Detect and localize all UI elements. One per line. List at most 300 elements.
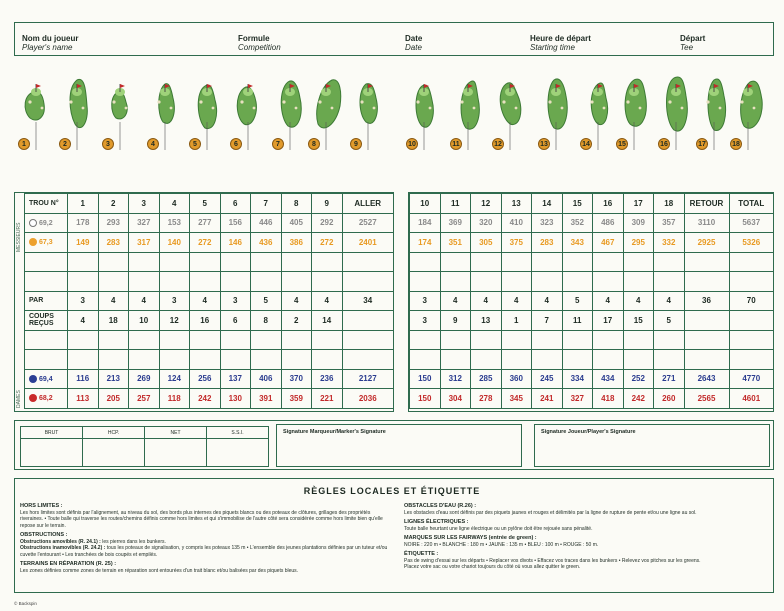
hole-map-1 xyxy=(16,62,56,180)
score-cell[interactable] xyxy=(98,252,129,272)
score-cell[interactable] xyxy=(129,350,160,370)
blank-score-row xyxy=(410,330,774,350)
score-cell[interactable] xyxy=(729,252,774,272)
hole-number: 15 xyxy=(562,194,593,214)
score-cell[interactable] xyxy=(342,252,394,272)
red-distance: 345 xyxy=(501,389,532,409)
score-cell[interactable] xyxy=(129,330,160,350)
brut-label: BRUT xyxy=(21,427,83,439)
hole-map-7 xyxy=(270,62,310,180)
red-distance: 242 xyxy=(623,389,654,409)
yellow-tee-row xyxy=(25,233,394,253)
par-value: 4 xyxy=(312,291,343,311)
hcp-value: 15 xyxy=(623,311,654,331)
par-value: 3 xyxy=(410,291,441,311)
score-cell[interactable] xyxy=(501,350,532,370)
yellow-distance: 283 xyxy=(98,233,129,253)
ground-under-repair-heading: TERRAINS EN RÉPARATION (R. 25) : xyxy=(20,561,117,567)
hole-map-16 xyxy=(656,62,696,180)
immovable-obstructions-text: tous les poteaux de signalisation, y compris les poteaux 135 m • L'ensemble des jeunes plantations définies par un tuteur et/ou cuvette l'entourant • Les tranchées de bois coupés et empilés. xyxy=(20,545,388,558)
yellow-total: 5326 xyxy=(729,233,774,253)
blank-cell[interactable] xyxy=(25,272,68,292)
obstructions-heading: OBSTRUCTIONS : xyxy=(20,532,68,538)
red-distance: 130 xyxy=(220,389,251,409)
white-distance: 369 xyxy=(440,213,471,233)
hole-map-9 xyxy=(348,62,388,180)
yellow-distance: 436 xyxy=(251,233,282,253)
hole-map-10 xyxy=(404,62,444,180)
score-cell[interactable] xyxy=(623,272,654,292)
yellow-distance: 386 xyxy=(281,233,312,253)
blue-distance: 312 xyxy=(440,369,471,389)
par-value: 4 xyxy=(654,291,685,311)
yellow-distance: 343 xyxy=(562,233,593,253)
white-tee-row xyxy=(25,213,394,233)
hcp-value: 11 xyxy=(562,311,593,331)
white-distance: 320 xyxy=(471,213,502,233)
competition-label-en: Competition xyxy=(238,43,281,52)
blank-cell[interactable] xyxy=(25,252,68,272)
marker-signature-box[interactable] xyxy=(276,424,522,467)
hole-map-14 xyxy=(578,62,618,180)
score-cell[interactable] xyxy=(251,330,282,350)
score-cell[interactable] xyxy=(593,330,624,350)
hole-number: 13 xyxy=(501,194,532,214)
score-cell[interactable] xyxy=(68,350,99,370)
score-cell[interactable] xyxy=(190,272,221,292)
score-cell[interactable] xyxy=(729,272,774,292)
score-cell[interactable] xyxy=(623,252,654,272)
hcp-value: 9 xyxy=(440,311,471,331)
score-cell[interactable] xyxy=(98,350,129,370)
hole-number: 18 xyxy=(654,194,685,214)
blue-tee-row xyxy=(25,369,394,389)
rules-title: RÈGLES LOCALES ET ÉTIQUETTE xyxy=(303,486,481,496)
ssi-label: S.S.I. xyxy=(207,427,269,439)
strokes-received-row xyxy=(25,311,394,331)
blue-tee-row xyxy=(410,369,774,389)
blue-distance: 434 xyxy=(593,369,624,389)
competition-label: Formule xyxy=(238,34,270,43)
score-cell[interactable] xyxy=(159,330,190,350)
score-cell[interactable] xyxy=(684,272,729,292)
score-cell[interactable] xyxy=(440,252,471,272)
red-distance: 418 xyxy=(593,389,624,409)
red-retour: 2565 xyxy=(684,389,729,409)
out-of-bounds-heading: HORS LIMITES : xyxy=(20,503,63,509)
red-distance: 221 xyxy=(312,389,343,409)
date-label-en: Date xyxy=(405,43,422,52)
net-value[interactable] xyxy=(145,439,207,467)
score-cell[interactable] xyxy=(312,252,343,272)
etiquette-text-1: Pas de swing d'essai sur les départs • Replacer vos divots • Effacez vos traces dans les bunkers • Relevez vos pitches sur les greens. xyxy=(404,557,701,564)
hcp-total xyxy=(729,311,774,331)
white-distance: 309 xyxy=(623,213,654,233)
score-cell[interactable] xyxy=(654,330,685,350)
score-cell[interactable] xyxy=(471,350,502,370)
score-cell[interactable] xyxy=(593,252,624,272)
hcp-value: 7 xyxy=(532,311,563,331)
blue-total: 4770 xyxy=(729,369,774,389)
hole-number: 3 xyxy=(129,194,160,214)
hole-number-badge: 3 xyxy=(102,138,114,150)
starting-time-field[interactable] xyxy=(530,34,591,52)
score-cell[interactable] xyxy=(312,350,343,370)
score-cell[interactable] xyxy=(281,350,312,370)
blank-score-row xyxy=(410,252,774,272)
white-tee-rating xyxy=(25,213,68,233)
score-cell[interactable] xyxy=(532,330,563,350)
hole-number-badge: 16 xyxy=(658,138,670,150)
score-cell[interactable] xyxy=(68,330,99,350)
hole-number: 17 xyxy=(623,194,654,214)
score-cell[interactable] xyxy=(623,350,654,370)
white-distance: 327 xyxy=(129,213,160,233)
blue-distance: 370 xyxy=(281,369,312,389)
score-cell[interactable] xyxy=(251,272,282,292)
score-cell[interactable] xyxy=(312,330,343,350)
par-value: 4 xyxy=(281,291,312,311)
par-value: 4 xyxy=(129,291,160,311)
yellow-distance: 272 xyxy=(190,233,221,253)
red-aller: 2036 xyxy=(342,389,394,409)
red-distance: 391 xyxy=(251,389,282,409)
red-distance: 359 xyxy=(281,389,312,409)
summary-header-row xyxy=(21,427,269,439)
score-cell[interactable] xyxy=(129,272,160,292)
score-cell[interactable] xyxy=(281,252,312,272)
score-cell[interactable] xyxy=(532,350,563,370)
hcp-value: 2 xyxy=(281,311,312,331)
ground-under-repair-text: Les zones définies comme zones de terrain en réparation sont entourées d'un trait blanc et/ou balisées par des piquets bleus. xyxy=(20,567,299,574)
hole-number-badge: 11 xyxy=(450,138,462,150)
score-cell[interactable] xyxy=(129,252,160,272)
score-cell[interactable] xyxy=(312,272,343,292)
score-cell[interactable] xyxy=(68,252,99,272)
hole-number-badge: 17 xyxy=(696,138,708,150)
score-cell[interactable] xyxy=(501,252,532,272)
hcp-value: 3 xyxy=(410,311,441,331)
hole-number: 11 xyxy=(440,194,471,214)
tee-field[interactable] xyxy=(680,34,705,52)
white-aller: 2527 xyxy=(342,213,394,233)
white-distance: 277 xyxy=(190,213,221,233)
hcp-value: 17 xyxy=(593,311,624,331)
white-distance: 178 xyxy=(68,213,99,233)
hole-number-badge: 5 xyxy=(189,138,201,150)
blue-distance: 150 xyxy=(410,369,441,389)
hcp-retour xyxy=(684,311,729,331)
competition-field[interactable] xyxy=(238,34,281,52)
white-tee-marker xyxy=(29,219,37,227)
blank-cell[interactable] xyxy=(25,330,68,350)
score-cell[interactable] xyxy=(190,252,221,272)
red-tee-rating xyxy=(25,389,68,409)
blue-tee-rating xyxy=(25,369,68,389)
power-lines-text: Toute balle heurtant une ligne électrique ou un pylône doit être rejouée sans pénalité. xyxy=(404,525,593,532)
score-cell[interactable] xyxy=(159,350,190,370)
blank-score-row xyxy=(410,272,774,292)
hole-number: 5 xyxy=(190,194,221,214)
aller-header: ALLER xyxy=(342,194,394,214)
front-header-row xyxy=(25,194,394,214)
par-aller: 34 xyxy=(342,291,394,311)
yellow-aller: 2401 xyxy=(342,233,394,253)
red-distance: 304 xyxy=(440,389,471,409)
ladies-tag: DAMES xyxy=(16,390,22,408)
blue-distance: 116 xyxy=(68,369,99,389)
yellow-distance: 295 xyxy=(623,233,654,253)
score-cell[interactable] xyxy=(440,330,471,350)
yellow-distance: 317 xyxy=(129,233,160,253)
score-cell[interactable] xyxy=(593,350,624,370)
par-value: 4 xyxy=(440,291,471,311)
score-cell[interactable] xyxy=(654,350,685,370)
hcp-value: 10 xyxy=(129,311,160,331)
white-retour: 3110 xyxy=(684,213,729,233)
red-distance: 205 xyxy=(98,389,129,409)
player-name-label: Nom du joueur xyxy=(22,34,79,43)
score-cell[interactable] xyxy=(342,330,394,350)
rules-left-column xyxy=(20,500,390,574)
blue-distance: 406 xyxy=(251,369,282,389)
yellow-tee-marker xyxy=(29,238,37,246)
score-cell[interactable] xyxy=(684,330,729,350)
red-distance: 327 xyxy=(562,389,593,409)
white-distance: 486 xyxy=(593,213,624,233)
red-distance: 241 xyxy=(532,389,563,409)
score-cell[interactable] xyxy=(220,350,251,370)
date-field[interactable] xyxy=(405,34,422,52)
par-value: 4 xyxy=(471,291,502,311)
par-retour: 36 xyxy=(684,291,729,311)
hcp-value[interactable] xyxy=(83,439,145,467)
score-cell[interactable] xyxy=(342,272,394,292)
blue-distance: 124 xyxy=(159,369,190,389)
mens-tag: MESSIEURS xyxy=(16,222,22,252)
hole-number-badge: 7 xyxy=(272,138,284,150)
score-cell[interactable] xyxy=(562,350,593,370)
header-frame xyxy=(14,22,774,56)
score-cell[interactable] xyxy=(410,252,441,272)
yellow-distance: 375 xyxy=(501,233,532,253)
white-distance: 352 xyxy=(562,213,593,233)
hcp-value: 18 xyxy=(98,311,129,331)
score-cell[interactable] xyxy=(68,272,99,292)
blue-distance: 256 xyxy=(190,369,221,389)
red-total: 4601 xyxy=(729,389,774,409)
par-row xyxy=(25,291,394,311)
hole-number: 16 xyxy=(593,194,624,214)
power-lines-heading: LIGNES ÉLECTRIQUES : xyxy=(404,519,469,525)
movable-obstructions-text: les pierres dans les bunkers. xyxy=(102,538,166,545)
blank-score-row xyxy=(25,330,394,350)
red-rating-value: 68,2 xyxy=(39,395,53,403)
immovable-obstructions xyxy=(20,545,390,558)
hcp-value: 12 xyxy=(159,311,190,331)
score-cell[interactable] xyxy=(251,350,282,370)
hcp-value: 8 xyxy=(251,311,282,331)
hole-map-4 xyxy=(145,62,185,180)
hcp-value: 16 xyxy=(190,311,221,331)
score-cell[interactable] xyxy=(251,252,282,272)
yellow-distance: 305 xyxy=(471,233,502,253)
red-distance: 260 xyxy=(654,389,685,409)
back-nine-table xyxy=(409,193,774,409)
score-cell[interactable] xyxy=(159,272,190,292)
hole-number-badge: 6 xyxy=(230,138,242,150)
out-of-bounds-text: Les hors limites sont définis par l'alignement, au niveau du sol, des bords plus internes des piquets blancs ou des poteaux de clôtures, grillages des propriétés riveraines. • Toute balle qui traverse les routes/chemins définis comme hors limites et qui s'immobilise de l'autre côté sera considérée comme hors limite bien qu'elle repose sur le terrain. xyxy=(20,509,383,529)
score-cell[interactable] xyxy=(654,272,685,292)
hcp-value: 1 xyxy=(501,311,532,331)
hole-map-18 xyxy=(728,62,768,180)
score-cell[interactable] xyxy=(532,252,563,272)
hcp-value: 6 xyxy=(220,311,251,331)
water-hazards-heading: OBSTACLES D'EAU (R.26) : xyxy=(404,503,477,509)
back-header-row xyxy=(410,194,774,214)
yellow-tee-rating xyxy=(25,233,68,253)
yellow-tee-row xyxy=(410,233,774,253)
par-value: 3 xyxy=(159,291,190,311)
blank-score-row xyxy=(410,350,774,370)
hole-number-badge: 14 xyxy=(580,138,592,150)
par-value: 4 xyxy=(190,291,221,311)
summary-value-row xyxy=(21,439,269,467)
score-cell[interactable] xyxy=(220,252,251,272)
score-cell[interactable] xyxy=(159,252,190,272)
white-distance: 184 xyxy=(410,213,441,233)
red-distance: 257 xyxy=(129,389,160,409)
score-cell[interactable] xyxy=(220,330,251,350)
score-cell[interactable] xyxy=(98,272,129,292)
blue-distance: 236 xyxy=(312,369,343,389)
par-value: 4 xyxy=(623,291,654,311)
score-cell[interactable] xyxy=(410,330,441,350)
hole-number: 14 xyxy=(532,194,563,214)
hole-header: TROU N° xyxy=(25,194,68,214)
white-distance: 293 xyxy=(98,213,129,233)
hole-number-badge: 15 xyxy=(616,138,628,150)
score-cell[interactable] xyxy=(190,330,221,350)
hole-number: 4 xyxy=(159,194,190,214)
score-cell[interactable] xyxy=(190,350,221,370)
white-tee-row xyxy=(410,213,774,233)
hole-number: 12 xyxy=(471,194,502,214)
white-distance: 153 xyxy=(159,213,190,233)
blank-score-row xyxy=(25,272,394,292)
red-tee-row xyxy=(410,389,774,409)
white-distance: 446 xyxy=(251,213,282,233)
retour-header: RETOUR xyxy=(684,194,729,214)
blue-distance: 213 xyxy=(98,369,129,389)
hole-number-badge: 10 xyxy=(406,138,418,150)
score-cell[interactable] xyxy=(342,350,394,370)
blank-cell[interactable] xyxy=(25,350,68,370)
player-signature-label: Signature Joueur/Player's Signature xyxy=(541,429,636,435)
red-distance: 278 xyxy=(471,389,502,409)
red-distance: 118 xyxy=(159,389,190,409)
red-distance: 242 xyxy=(190,389,221,409)
ssi-value[interactable] xyxy=(207,439,269,467)
hole-number-badge: 18 xyxy=(730,138,742,150)
score-cell[interactable] xyxy=(501,272,532,292)
water-hazards-text: Les obstacles d'eau sont définis par des piquets jaunes et rouges et délimités par la ligne de rupture de pente et/ou une ligne au sol. xyxy=(404,509,697,516)
score-cell[interactable] xyxy=(410,350,441,370)
score-cell[interactable] xyxy=(440,350,471,370)
yellow-rating-value: 67,3 xyxy=(39,239,53,247)
yellow-retour: 2925 xyxy=(684,233,729,253)
score-cell[interactable] xyxy=(593,272,624,292)
par-value: 5 xyxy=(562,291,593,311)
score-cell[interactable] xyxy=(501,330,532,350)
player-signature-box[interactable] xyxy=(534,424,770,467)
white-distance: 410 xyxy=(501,213,532,233)
blue-distance: 269 xyxy=(129,369,160,389)
strokes-label: COUPS REÇUS xyxy=(25,311,68,331)
yellow-distance: 272 xyxy=(312,233,343,253)
player-name-label-en: Player's name xyxy=(22,43,73,52)
brut-value[interactable] xyxy=(21,439,83,467)
white-distance: 156 xyxy=(220,213,251,233)
score-cell[interactable] xyxy=(471,252,502,272)
score-cell[interactable] xyxy=(654,252,685,272)
score-cell[interactable] xyxy=(471,330,502,350)
par-label: PAR xyxy=(25,291,68,311)
score-cell[interactable] xyxy=(281,272,312,292)
score-cell[interactable] xyxy=(684,252,729,272)
score-cell[interactable] xyxy=(684,350,729,370)
par-value: 4 xyxy=(501,291,532,311)
score-cell[interactable] xyxy=(98,330,129,350)
blue-tee-marker xyxy=(29,375,37,383)
hole-map-11 xyxy=(448,62,488,180)
score-cell[interactable] xyxy=(562,252,593,272)
hole-map-8 xyxy=(306,62,346,180)
score-cell[interactable] xyxy=(729,350,774,370)
score-summary-table xyxy=(20,426,269,467)
player-name-field[interactable] xyxy=(22,34,78,52)
hole-map-15 xyxy=(614,62,654,180)
hole-maps xyxy=(0,62,784,180)
front-nine-table xyxy=(24,193,394,409)
score-cell[interactable] xyxy=(562,272,593,292)
red-tee-marker xyxy=(29,394,37,402)
hole-number: 6 xyxy=(220,194,251,214)
total-header: TOTAL xyxy=(729,194,774,214)
score-cell[interactable] xyxy=(623,330,654,350)
blue-distance: 334 xyxy=(562,369,593,389)
score-cell[interactable] xyxy=(532,272,563,292)
etiquette-heading: ÉTIQUETTE : xyxy=(404,551,439,557)
tee-label: Départ xyxy=(680,34,706,43)
score-cell[interactable] xyxy=(410,272,441,292)
score-cell[interactable] xyxy=(220,272,251,292)
score-cell[interactable] xyxy=(440,272,471,292)
score-cell[interactable] xyxy=(729,330,774,350)
score-cell[interactable] xyxy=(471,272,502,292)
strokes-received-row xyxy=(410,311,774,331)
fairway-markers-text: NOIRE : 220 m • BLANCHE : 180 m • JAUNE : 135 m • BLEU : 100 m • ROUGE : 50 m. xyxy=(404,541,599,548)
hole-map-13 xyxy=(536,62,576,180)
hcp-label: HCP. xyxy=(83,427,145,439)
yellow-distance: 283 xyxy=(532,233,563,253)
hole-number-badge: 8 xyxy=(308,138,320,150)
blue-aller: 2127 xyxy=(342,369,394,389)
date-label: Date xyxy=(405,34,423,43)
score-cell[interactable] xyxy=(281,330,312,350)
blue-distance: 245 xyxy=(532,369,563,389)
score-cell[interactable] xyxy=(562,330,593,350)
